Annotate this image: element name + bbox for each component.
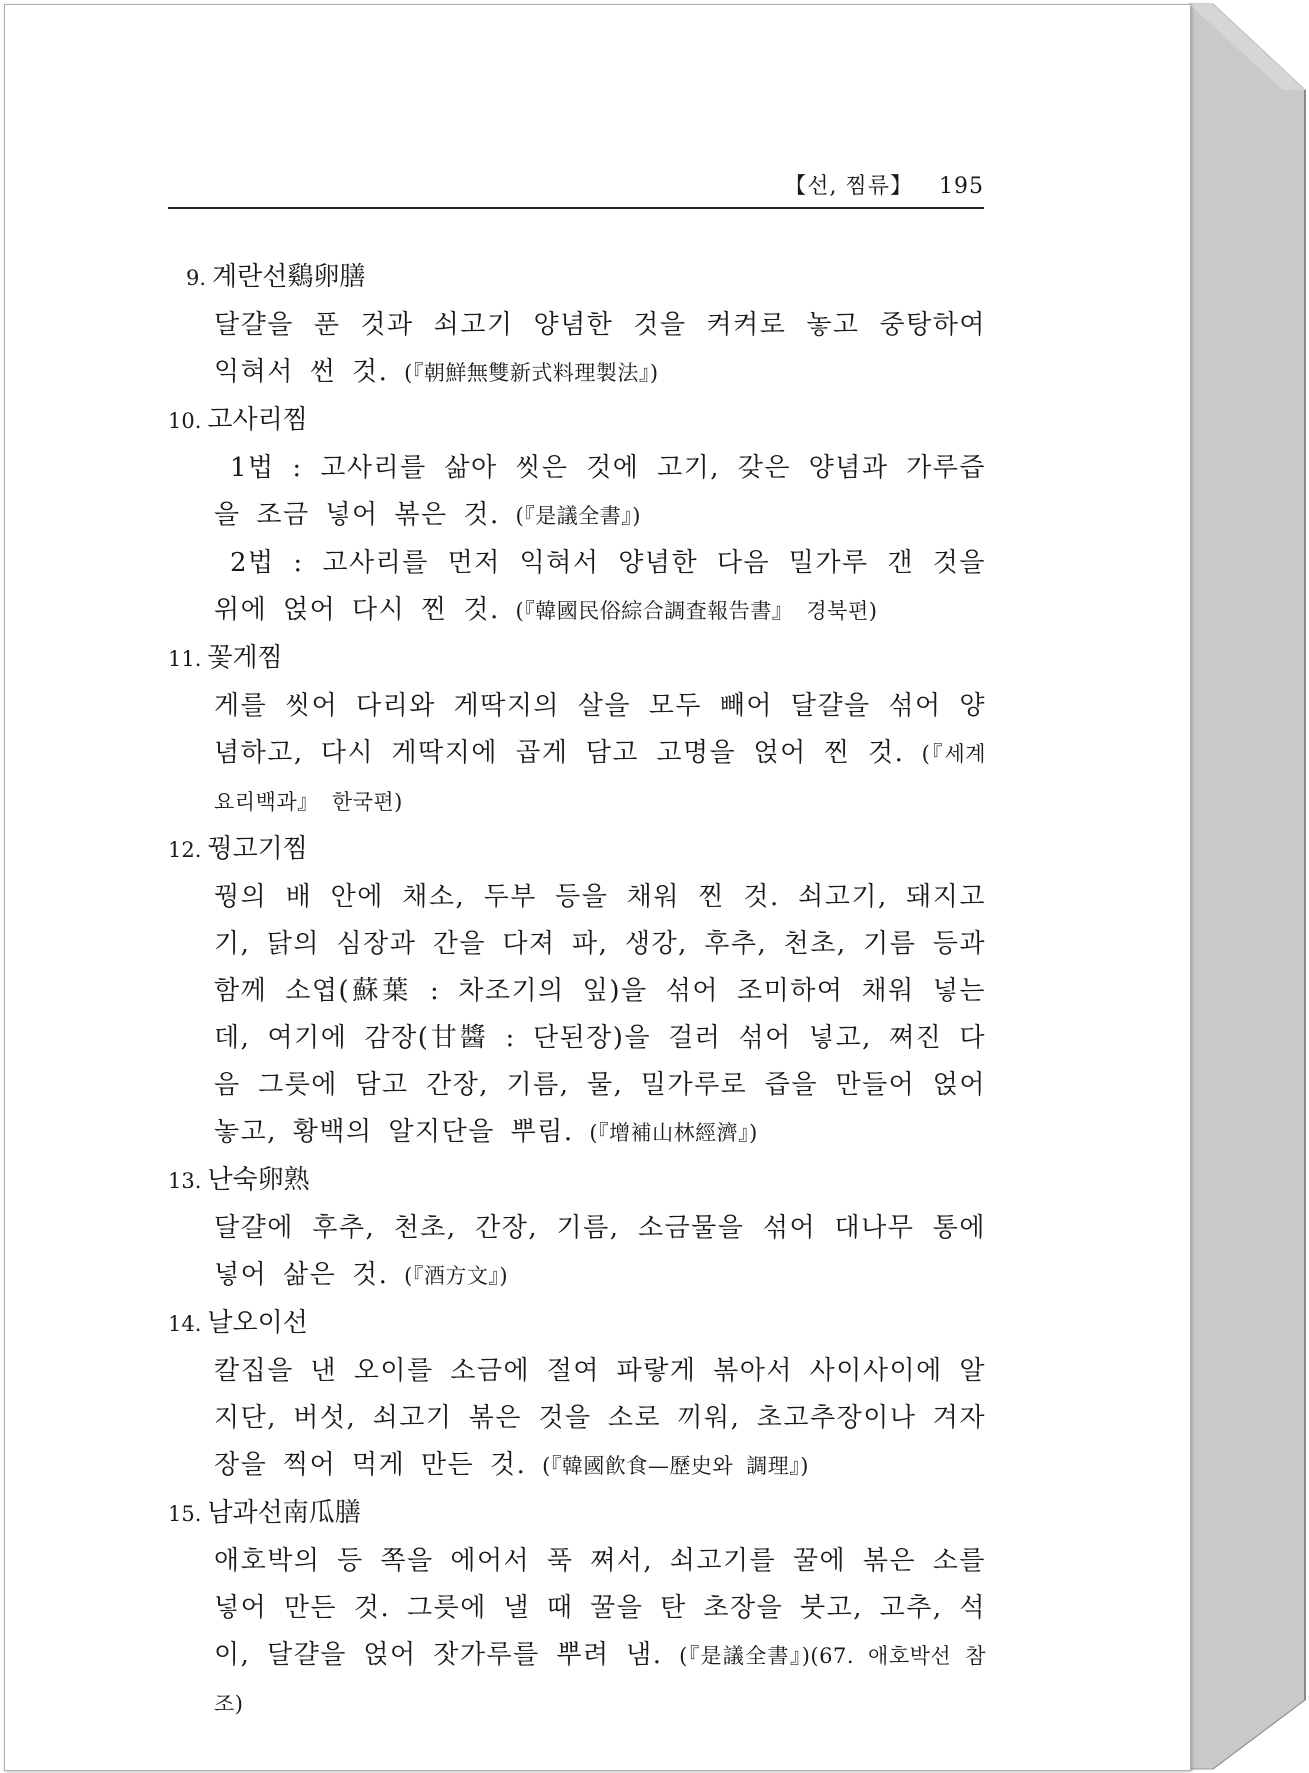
header-rule (168, 207, 984, 209)
entry-title (168, 254, 986, 302)
citation: (『是議全書』)(67. 애호박선 참조) (214, 1644, 986, 1716)
citation: (『酒方文』) (404, 1264, 509, 1288)
entry-11 (168, 635, 986, 826)
citation: (『是議全書』) (515, 504, 641, 528)
entry-body (214, 1205, 986, 1300)
entry-title (168, 826, 986, 874)
citation: (『增補山林經濟』) (589, 1121, 758, 1145)
entry-text: 1법 : 고사리를 삶아 씻은 것에 고기, 갖은 양념과 가루즙을 조금 넣어 볶은 것. (214, 453, 986, 530)
entry-number: 11. (168, 647, 202, 671)
entry-body (214, 874, 986, 1157)
entry-number: 12. (168, 838, 202, 862)
entry-body (214, 1348, 986, 1490)
citation: (『朝鮮無雙新式料理製法』) (404, 361, 659, 385)
citation: (『韓國民俗綜合調査報告書』 경북편) (515, 599, 878, 623)
page-header (168, 169, 984, 209)
entry-title (168, 1490, 986, 1538)
entry-body (214, 1538, 986, 1728)
entry-15 (168, 1490, 986, 1728)
entry-text: 게를 씻어 다리와 게딱지의 살을 모두 빼어 달걀을 섞어 양념하고, 다시 게딱지에 곱게 담고 고명을 얹어 찐 것. (214, 691, 986, 768)
entry-title-text: 남과선南瓜膳 (207, 1498, 361, 1528)
entry-9 (168, 254, 986, 397)
entry-text: 2법 : 고사리를 먼저 익혀서 양념한 다음 밀가루 갠 것을 위에 얹어 다시 찐 것. (214, 548, 986, 625)
entry-10 (168, 397, 986, 635)
entry-title-text: 난숙卵熟 (207, 1165, 310, 1195)
entry-title (168, 397, 986, 445)
citation: (『韓國飮食—歷史와 調理』) (542, 1454, 809, 1478)
entry-title (168, 635, 986, 683)
entry-list (168, 254, 986, 1728)
entry-number: 10. (168, 409, 202, 433)
entry-number: 13. (168, 1169, 202, 1193)
entry-number: 9. (186, 266, 207, 290)
entry-title-text: 날오이선 (207, 1308, 308, 1338)
entry-number: 14. (168, 1312, 202, 1336)
page-number: 195 (939, 174, 984, 199)
entry-13 (168, 1157, 986, 1300)
entry-text: 달걀에 후추, 천초, 간장, 기름, 소금물을 섞어 대나무 통에 넣어 삶은 것. (214, 1213, 986, 1290)
entry-method-2 (214, 540, 986, 635)
entry-text: 달걀을 푼 것과 쇠고기 양념한 것을 켜켜로 놓고 중탕하여 익혀서 썬 것. (214, 310, 986, 387)
entry-title (168, 1300, 986, 1348)
entry-14 (168, 1300, 986, 1490)
entry-text: 꿩의 배 안에 채소, 두부 등을 채워 찐 것. 쇠고기, 돼지고기, 닭의 심장과 간을 다져 파, 생강, 후추, 천초, 기름 등과 함께 소엽(蘇葉 : 차조기의 잎)을 섞어 조미하여 채워 넣는데, 여기에 감장(甘醬 : 단된장)을 걸러 섞어 넣고, 쪄진 다음 그릇에 담고 간장, 기름, 물, 밀가루로 즙을 만들어 얹어 놓고, 황백의 알지단을 뿌림. (214, 882, 986, 1147)
entry-method-1 (214, 445, 986, 540)
header-text (784, 169, 984, 200)
running-title: 【선, 찜류】 (784, 174, 913, 199)
entry-title-text: 꿩고기찜 (207, 834, 308, 864)
citation: (『세계요리백과』 한국편) (214, 742, 987, 814)
entry-text: 칼집을 낸 오이를 소금에 절여 파랗게 볶아서 사이사이에 알지단, 버섯, 쇠고기 볶은 것을 소로 끼워, 초고추장이나 겨자장을 찍어 먹게 만든 것. (214, 1356, 986, 1480)
entry-body (214, 683, 986, 826)
entry-text: 애호박의 등 쪽을 에어서 푹 쪄서, 쇠고기를 꿀에 볶은 소를 넣어 만든 것. 그릇에 낼 때 꿀을 탄 초장을 붓고, 고추, 석이, 달걀을 얹어 잣가루를 뿌려 냄. (214, 1546, 986, 1670)
entry-title (168, 1157, 986, 1205)
entry-title-text: 고사리찜 (207, 405, 308, 435)
entry-title-text: 계란선鷄卵膳 (212, 262, 366, 292)
entry-body (214, 302, 986, 397)
entry-number: 15. (168, 1502, 202, 1526)
entry-12 (168, 826, 986, 1157)
entry-title-text: 꽃게찜 (207, 643, 283, 673)
